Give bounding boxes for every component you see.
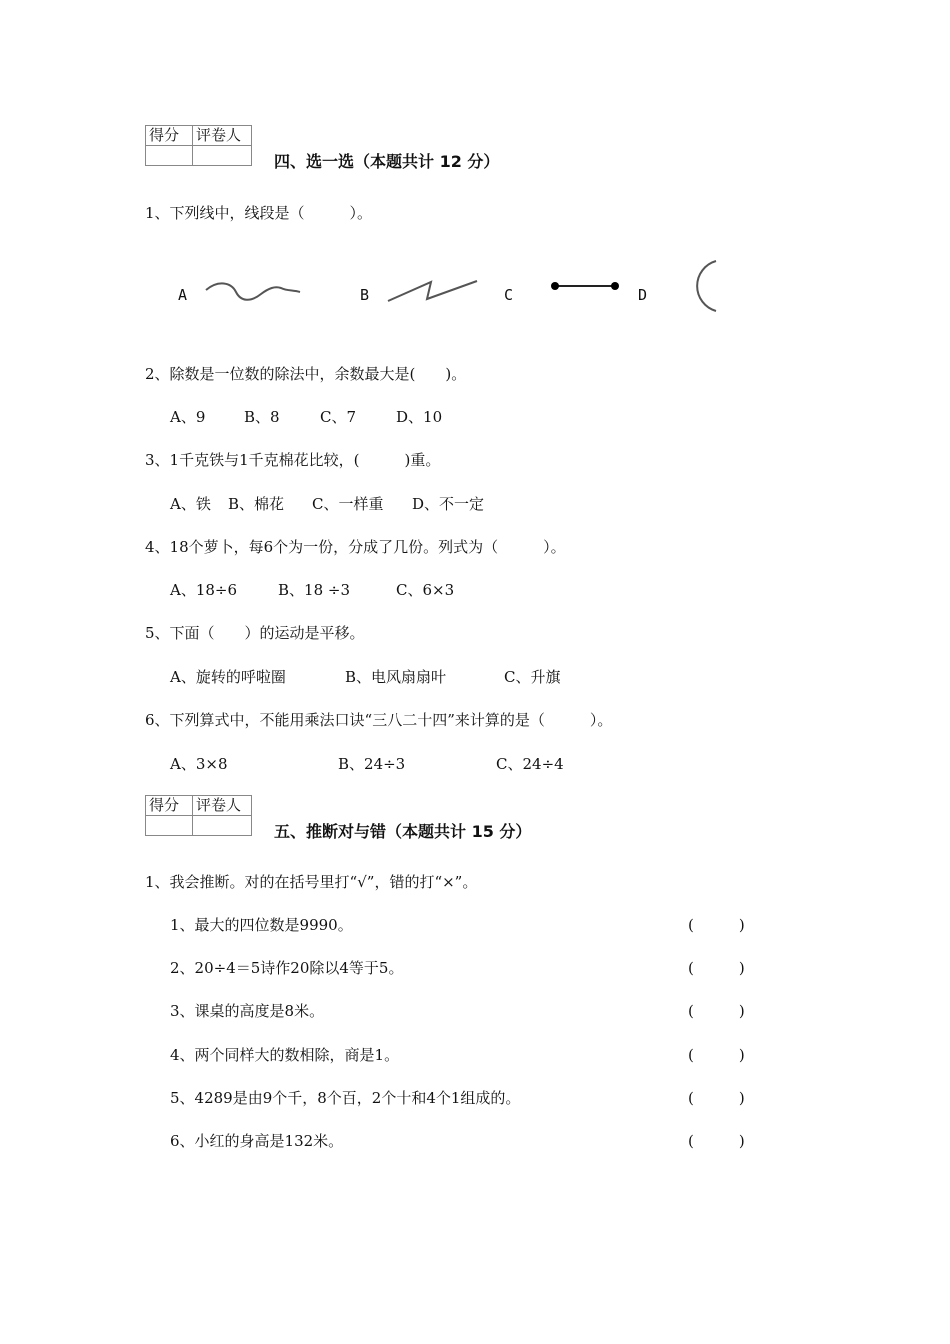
judgement-item: 1、最大的四位数是9990。 (170, 916, 353, 934)
q6-option-a: A、3×8 (170, 755, 228, 773)
grader-label: 评卷人 (193, 126, 252, 146)
question-4-1: 1、下列线中，线段是（ ）。 (145, 204, 373, 222)
question-4-6: 6、下列算式中，不能用乘法口诀“三八二十四”来计算的是（ ）。 (145, 711, 613, 729)
question-4-3: 3、1千克铁与1千克棉花比较，( )重。 (145, 451, 441, 469)
grader-cell[interactable] (193, 146, 252, 166)
option-b-label: B (360, 286, 370, 304)
grader-label: 评卷人 (193, 796, 252, 816)
q2-option-c: C、7 (320, 408, 357, 426)
answer-blank[interactable]: ( ) (688, 1002, 745, 1020)
judgement-intro: 1、我会推断。对的在括号里打“√”，错的打“×”。 (145, 873, 478, 891)
judgement-item: 6、小红的身高是132米。 (170, 1132, 344, 1150)
answer-blank[interactable]: ( ) (688, 1046, 745, 1064)
answer-blank[interactable]: ( ) (688, 916, 745, 934)
q6-option-b: B、24÷3 (338, 755, 406, 773)
q5-option-a: A、旋转的呼啦圈 (170, 668, 286, 686)
section-5-title: 五、推断对与错（本题共计 15 分） (274, 822, 532, 841)
score-box (145, 125, 252, 166)
grader-cell[interactable] (193, 816, 252, 836)
question-4-2: 2、除数是一位数的除法中，余数最大是( )。 (145, 365, 467, 383)
score-label: 得分 (146, 126, 193, 146)
judgement-item: 3、课桌的高度是8米。 (170, 1002, 325, 1020)
q3-option-c: C、一样重 (312, 495, 384, 513)
zigzag-line-figure (385, 277, 481, 305)
score-label: 得分 (146, 796, 193, 816)
q2-option-d: D、10 (396, 408, 443, 426)
q3-option-d: D、不一定 (412, 495, 485, 513)
q4-option-a: A、18÷6 (170, 581, 238, 599)
wavy-curve-figure (203, 278, 303, 304)
option-c-label: C (504, 286, 514, 304)
judgement-item: 4、两个同样大的数相除，商是1。 (170, 1046, 400, 1064)
section-4-title: 四、选一选（本题共计 12 分） (274, 152, 500, 171)
q2-option-b: B、8 (244, 408, 280, 426)
q3-option-a: A、铁 (170, 495, 211, 513)
judgement-item: 2、20÷4＝5诗作20除以4等于5。 (170, 959, 404, 977)
arc-figure (690, 258, 722, 314)
question-4-5: 5、下面（ ）的运动是平移。 (145, 624, 365, 642)
q5-option-c: C、升旗 (504, 668, 561, 686)
q4-option-c: C、6×3 (396, 581, 455, 599)
q6-option-c: C、24÷4 (496, 755, 564, 773)
answer-blank[interactable]: ( ) (688, 1132, 745, 1150)
q3-option-b: B、棉花 (228, 495, 285, 513)
question-4-4: 4、18个萝卜，每6个为一份，分成了几份。列式为（ ）。 (145, 538, 566, 556)
q2-option-a: A、9 (170, 408, 206, 426)
line-segment-figure (547, 278, 623, 294)
answer-blank[interactable]: ( ) (688, 1089, 745, 1107)
q4-option-b: B、18 ÷3 (278, 581, 350, 599)
option-d-label: D (638, 286, 648, 304)
score-cell[interactable] (146, 146, 193, 166)
score-cell[interactable] (146, 816, 193, 836)
judgement-item: 5、4289是由9个千，8个百，2个十和4个1组成的。 (170, 1089, 521, 1107)
answer-blank[interactable]: ( ) (688, 959, 745, 977)
option-a-label: A (178, 286, 188, 304)
q5-option-b: B、电风扇扇叶 (345, 668, 447, 686)
score-box (145, 795, 252, 836)
